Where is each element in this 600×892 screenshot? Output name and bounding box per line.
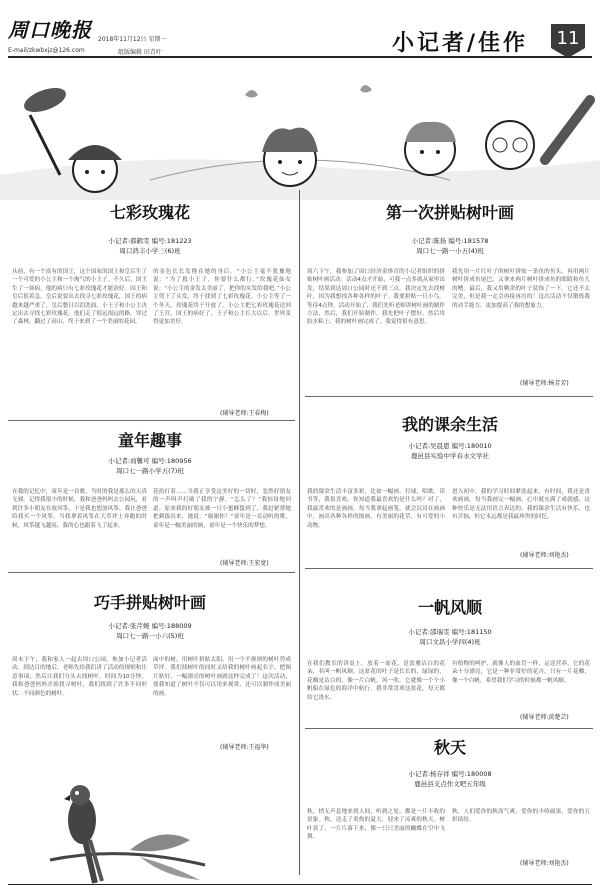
article-title: 七彩玫瑰花 (109, 203, 190, 222)
article-title: 童年趣事 (117, 431, 182, 450)
article-body: 在我的记忆中，童年是一首歌，当时的我是那么的天真无邪。记得我很小的时候，我和爸爸妈妈去公园玩，看到许多小朋友在放风筝，于是我也想放风筝。我让爸爸给我买一个风筝，当我拿着风筝在大草坪上奔跑的时候，风筝越飞越高，我的心也跟着飞了起来。 (12, 489, 147, 529)
article-title: 第一次拼贴树叶画 (385, 203, 514, 222)
newspaper-logo: 周口晚报 (8, 18, 92, 42)
article-teacher: (辅导老师:黄楚芸) (520, 714, 569, 721)
article-title: 秋天 (433, 738, 466, 757)
article-school: 周口七一路一小六(5)班 (116, 632, 184, 640)
article-title: 我的课余生活 (401, 415, 498, 434)
article-body: 从前，有一个富有的国王，这个国家的国王和皇后生了一个可爱的小公主和一个淘气的小王子。不久后，国王生了一场病，他的病只有七彩玫瑰花才能治好。国王和皇后很着急，皇后说要出去找寻七彩玫瑰花，国王的病越来越严重了，皇后整日以泪洗面。小王子和小公主决定出去寻找七彩玫瑰花。他们走了很远很远的路，穿过了森林，翻过了高山，终于来到了一个美丽的花园。 (12, 269, 147, 326)
email-address: E-mail/zkwbxjz@126.com (8, 47, 85, 54)
article-body: 秋，悄无声息地来到人间，听到之处，都是一片丰收的景象。秋，送走了炎热的夏天，迎来了凉爽的秋天。树叶黄了，一片片落下来，像一只只美丽的蝴蝶在空中飞舞。 (307, 809, 445, 841)
masthead-rule (8, 56, 592, 58)
article-school: 周口七一路小学五(7)班 (116, 467, 184, 475)
article-separator (305, 728, 593, 729)
article-body: 进入初中，我的学习时间紧张起来，有时间，我还是喜欢画画。每当我画完一幅画，心中就充满了成就感，这种快乐是无法用语言表达的。我的课余生活有快乐，也有苦恼，但它永远都是我最珍贵的回忆。 (452, 489, 590, 521)
article-teacher: (辅导老师:刘艳杰) (520, 860, 569, 867)
article-body: 的金色长长发挽在她的身后。“小公主毫不犹豫地说：“为了救小王子，你要什么都行。”玫瑰花仙女说：“小公主的金发太美丽了，把你的头发给我吧。”小公主剪下了头发，终于找到了七彩玫瑰花。小公主等了一个冬天，玫瑰花终于开放了。小公主把七彩玫瑰花送回了王宫，国王的病好了，王子和公主长大以后，世界变得更加美好。 (153, 269, 291, 326)
article-body: 在我们教室的讲桌上，放着一盆花，是淡雅洁白的花朵，名叫一帆风顺。这盆花的叶子是长长的，绿绿的，花瓣是洁白的，像一片白帆，风一吹，它就像一个个小帆船在绿色的海洋中航行。我非常喜欢这盆花，每天都给它浇水。 (307, 661, 445, 701)
article-separator (305, 396, 593, 397)
article-school: 周口七一路一小五(4)班 (416, 247, 484, 255)
article-separator (305, 568, 593, 569)
article-separator (8, 420, 295, 421)
article-separator (8, 572, 295, 573)
article-byline: 小记者:杨存祥 编号:180008 (408, 770, 492, 778)
article-byline: 小记者:邵瑞雯 编号:181150 (408, 628, 492, 636)
article-byline: 小记者:商馨可 编号:180956 (108, 457, 192, 465)
article-title: 巧手拼贴树叶画 (93, 593, 206, 612)
article-body: 秋，人们爱你的秋高气爽，爱你的丰收硕果，爱你的五彩缤纷。 (452, 809, 590, 824)
article-byline: 小记者:张芹婉 编号:188009 (108, 622, 192, 630)
article-body: 周末下午，我和家人一起去周口公园，参加小记者活动。到达目的地后，老师先给我们讲了活动的规则和注意事项，然后让我们分头去找树叶，时间为10分钟。我和爸爸妈妈开始找寻树叶，我们找到了许多不同形状、不同颜色的树叶。 (12, 657, 147, 697)
article-byline: 小记者:陈扬 编号:181578 (411, 237, 489, 245)
article-school: 周口文昌小学四(4)班 (419, 638, 481, 646)
issue-date: 2018年11月12日 星期一 (98, 36, 167, 43)
article-body: 花拍打着……当我正享受这美好的一切时，忽然好朋友的一声叫声打破了我的宁静。“怎么了？”我惊讶地问道。原来我的好朋友被一只小蜜蜂蛰到了，我赶紧帮她把刺拔出来，她说：“谢谢你！”童年是一首动听的歌，童年是一幅美丽的画，童年是一个快乐的梦想。 (153, 489, 291, 529)
article-body: 我先用一片红叶子的树叶拼贴一条鱼的鱼头，再用两片树叶拼成鱼尾巴，又拿来两片树叶拼成鱼的眼睛和鱼儿的鳍。最后，我又用剩余的叶子装饰了一下。它还不太完美，但是我一定会再接再厉的！这次活动不仅锻炼我的动手能力，更加提高了我的想象力。 (452, 269, 590, 309)
article-body: 面中的树，用树叶拼贴太阳，用一个不规则的树叶剪成草坪。我们找树叶的同时又给我的树叶画起名字。把图片贴好，一幅漂亮的树叶画就这样完成了！这次活动，使我知道了树叶不仅可以用来观赏，还可以制作成美丽的画。 (153, 657, 291, 697)
article-teacher: (辅导老师:王宏宽) (220, 560, 269, 567)
article-body: 我的课余生活丰富多彩，比如一幅画、打球、唱歌、读书等，我很喜欢。你知道我最喜欢的是什么吗？对了，我最喜欢的是画画。每当我拿起画笔，就会沉浸在画画中，画出各种各样的图画，有美丽的花草，有可爱的小动物。 (307, 489, 445, 529)
article-body: 有植物的呵护，就像人的血管一样，运送营养，它的花朵十分漂亮，它是一种非常好的花卉，只有一片花瓣，像一个白帆，希望我们学习的时候都一帆风顺。 (452, 661, 590, 684)
cartoon-children-illustration (0, 60, 600, 200)
parrot-illustration (40, 765, 210, 885)
section-title: 小记者/佳作 (392, 30, 529, 56)
layout-editor: 组版编辑 田青叶 (118, 49, 162, 56)
article-body: 周六下午，我参加了周口经济金体育的小记者组织的拼贴树叶画活动。活动4点才开始，可我一点多就从家里出发，结果到达周口公园时还不到三点。我决定先去找树叶，因为我想找各种各样的叶子。我要拼贴一只小鸟。等待4点钟，活动开始了，我们先听老师讲树叶画的制作方法，然后，我们开始制作。我先把叶子摆好，然后用胶水粘上，我的树叶画完成了，我觉得很有意思。 (307, 269, 445, 326)
article-title: 一帆风顺 (417, 598, 482, 617)
article-byline: 小记者:吴晨恩 编号:180010 (408, 442, 492, 450)
article-teacher: (辅导老师:刘艳杰) (520, 552, 569, 559)
article-school: 鹿邑县实验中学春水文学社 (411, 452, 489, 460)
page-bottom-rule (8, 884, 592, 885)
article-school: 鹿邑县支点作文吧五年级 (414, 780, 486, 788)
article-teacher: (辅导老师:王福华) (220, 744, 269, 751)
column-divider (299, 190, 300, 875)
page-number-badge (547, 22, 589, 60)
page-number: 11 (556, 28, 580, 49)
article-teacher: (辅导老师:王春梅) (220, 410, 269, 417)
article-school: 周口鸿丰小学三(6)班 (119, 247, 181, 255)
article-byline: 小记者:郝鹤雯 编号:181223 (108, 237, 192, 245)
article-teacher: (辅导老师:杨芳芳) (520, 380, 569, 387)
